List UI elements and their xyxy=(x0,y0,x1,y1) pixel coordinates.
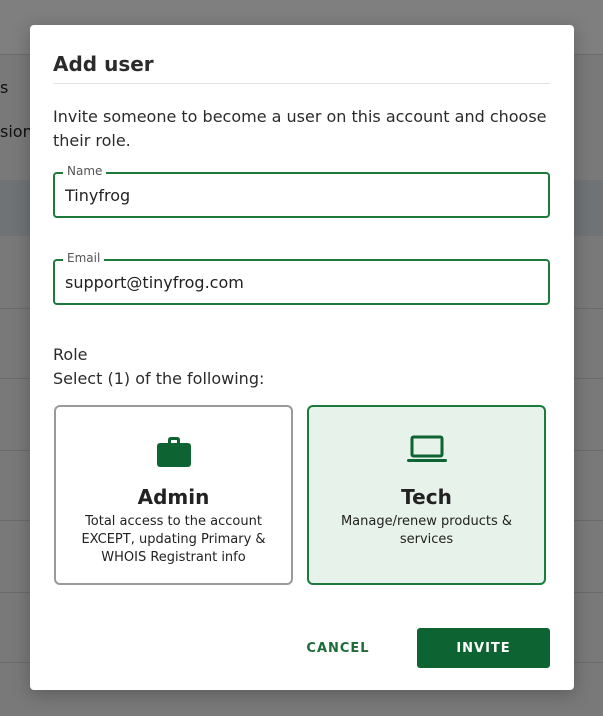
email-field[interactable] xyxy=(53,251,550,305)
dialog-title: Add user xyxy=(53,52,154,76)
role-option-admin-name: Admin xyxy=(137,485,210,509)
role-instruction: Select (1) of the following: xyxy=(53,369,265,388)
add-user-dialog xyxy=(30,25,574,690)
role-option-admin-description: Total access to the account EXCEPT, updating Primary & WHOIS Registrant info xyxy=(81,514,266,565)
laptop-icon xyxy=(407,435,447,467)
briefcase-icon xyxy=(157,435,191,471)
role-option-admin[interactable] xyxy=(54,405,293,585)
role-option-tech-description: Manage/renew products & services xyxy=(340,514,513,547)
invite-button[interactable]: INVITE xyxy=(417,628,550,668)
title-divider xyxy=(53,83,550,84)
role-heading: Role xyxy=(53,345,88,364)
role-option-tech[interactable] xyxy=(307,405,546,585)
cancel-button[interactable]: CANCEL xyxy=(298,628,378,668)
email-input[interactable] xyxy=(65,261,535,303)
role-option-tech-name: Tech xyxy=(401,485,452,509)
email-field-label: Email xyxy=(63,251,104,265)
name-field-label: Name xyxy=(63,164,106,178)
dialog-intro-text: Invite someone to become a user on this account and choose their role. xyxy=(53,107,547,150)
name-field[interactable] xyxy=(53,164,550,218)
name-input[interactable] xyxy=(65,174,535,216)
